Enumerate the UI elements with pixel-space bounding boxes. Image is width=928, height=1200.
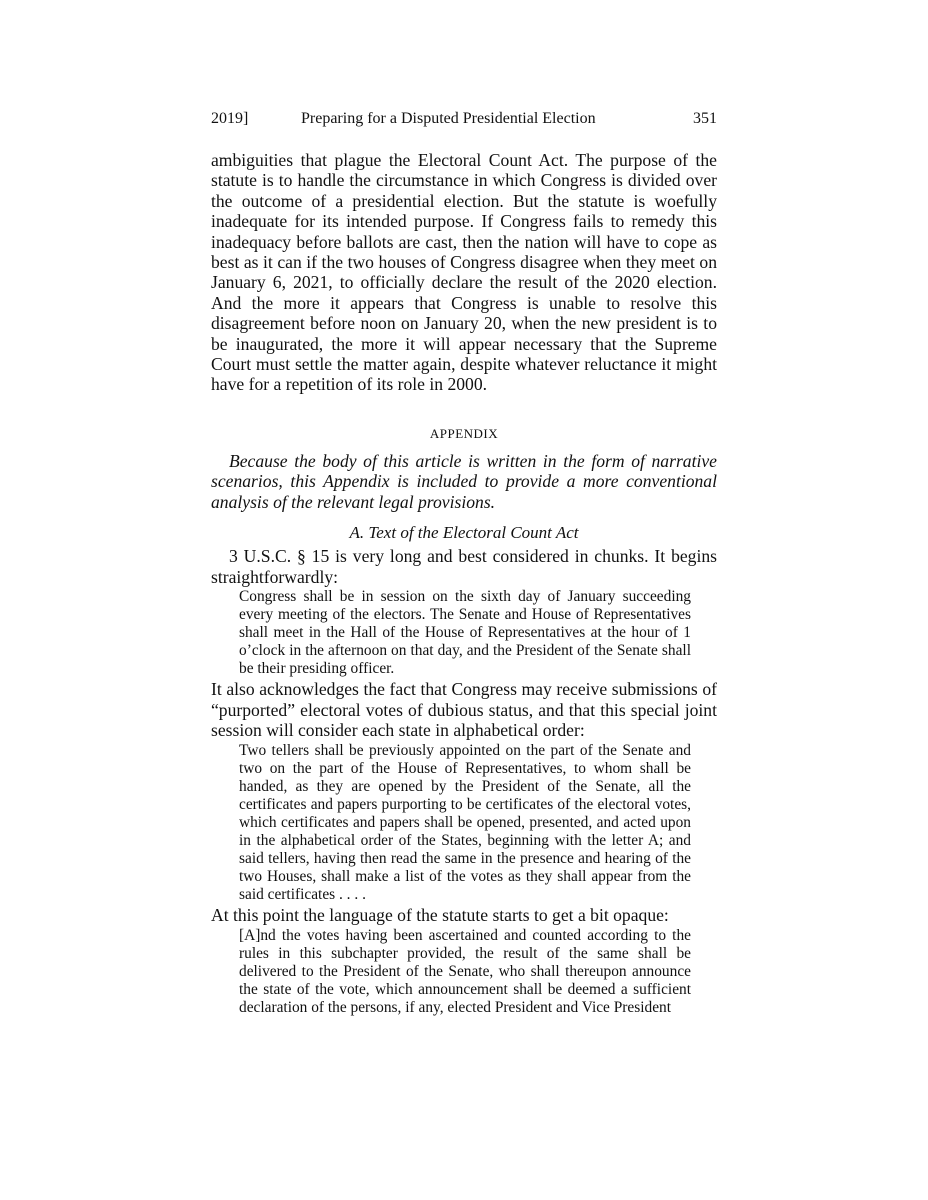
- running-head-year: 2019]: [211, 110, 249, 127]
- paragraph-ambiguities: ambiguities that plague the Electoral Count Act. The purpose of the statute is to handle the circumstance in which Congress is divided over the outcome of a presidential election. But the statute is woefully inadequate for its intended purpose. If Congress fails to remedy this inadequacy before ballots are cast, then the nation will have to cope as best as it can if the two houses of Congress disagree when they meet on January 6, 2021, to officially declare the result of the 2020 election. And the more it appears that Congress is unable to resolve this disagreement before noon on January 20, when the new president is to be inaugurated, the more it will appear necessary that the Supreme Court must settle the matter again, despite whatever reluctance it might have for a repetition of its role in 2000.: [211, 150, 717, 395]
- paragraph-opaque: At this point the language of the statute starts to get a bit opaque:: [211, 905, 669, 926]
- section-a-heading: A. Text of the Electoral Count Act: [349, 523, 579, 543]
- document-page: [211, 108, 717, 1018]
- page-number: 351: [693, 110, 717, 127]
- block-quote-session: Congress shall be in session on the sixth day of January succeeding every meeting of the electors. The Senate and House of Representatives shall meet in the Hall of the House of Representatives at the hour of 1 o’clock in the afternoon on that day, and the President of the Senate shall be their presiding officer.: [239, 587, 691, 678]
- paragraph-purported-votes: It also acknowledges the fact that Congress may receive submissions of “purported” electoral votes of dubious status, and that this special joint session will consider each state in alphabetical order:: [211, 679, 717, 741]
- running-head-title: Preparing for a Disputed Presidential Election: [301, 110, 596, 127]
- appendix-intro: Because the body of this article is written in the form of narrative scenarios, this Appendix is included to provide a more conventional analysis of the relevant legal provisions.: [211, 450, 717, 512]
- appendix-heading: APPENDIX: [429, 425, 499, 441]
- block-quote-announcement: [A]nd the votes having been ascertained and counted according to the rules in this subchapter provided, the result of the same shall be delivered to the President of the Senate, who shall thereupon announce the state of the vote, which announcement shall be deemed a sufficient declaration of the persons, if any, elected President and Vice President: [239, 926, 691, 1017]
- paragraph-usc-intro: 3 U.S.C. § 15 is very long and best considered in chunks. It begins straightforwardly:: [211, 546, 717, 587]
- running-head: [211, 108, 717, 130]
- block-quote-tellers: Two tellers shall be previously appointed on the part of the Senate and two on the part of the House of Representatives, to whom shall be handed, as they are opened by the President of the Senate, all the certificates and papers purporting to be certificates of the electoral votes, which certificates and papers shall be opened, presented, and acted upon in the alphabetical order of the States, beginning with the letter A; and said tellers, having then read the same in the presence and hearing of the two Houses, shall make a list of the votes as they shall appear from the said certificates . . . .: [239, 741, 691, 904]
